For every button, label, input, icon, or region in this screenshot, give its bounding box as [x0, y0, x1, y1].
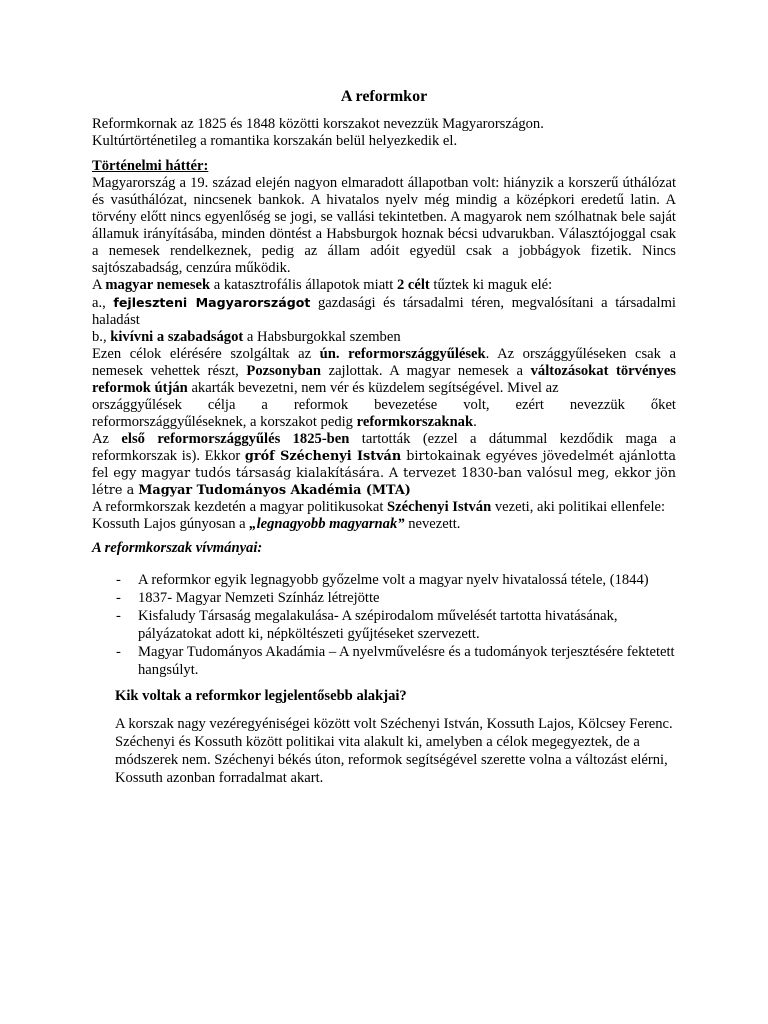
- szechenyi-paragraph: [92, 499, 676, 533]
- list-item: [92, 643, 676, 679]
- goal-b-prefix: b.,: [92, 329, 111, 345]
- dash-marker: -: [116, 608, 121, 624]
- p4-bold-szechenyi: Széchenyi István: [387, 499, 492, 515]
- page-title: A reformkor: [340, 88, 428, 105]
- goals-bold-two-goals: 2 célt: [396, 277, 430, 293]
- figures-question: Kik voltak a reformkor legjelentősebb alakjai?: [115, 688, 407, 704]
- achievements-section: [92, 540, 676, 679]
- p4-bold-italic-quote: „legnagyobb magyarnak”: [249, 516, 405, 532]
- p3-text-1: Az: [92, 431, 122, 447]
- goal-a-prefix: a.,: [92, 295, 114, 311]
- achievements-heading: A reformkorszak vívmányai:: [92, 540, 263, 556]
- p2-bold-reform-diets: ún. reformországgyűlések: [319, 346, 486, 362]
- p3-text-2: tartották (ezzel a dátummal kezdődik maga a reformkorszak is). Ekkor: [92, 431, 677, 464]
- goal-a: [92, 294, 676, 329]
- goal-a-bold: fejleszteni Magyarországot: [113, 295, 311, 310]
- p3-bold-first-diet: első reformországgyűlés 1825-ben: [121, 431, 350, 447]
- list-item: [92, 589, 676, 607]
- p3-text-3: birtokainak egyéves jövedelmét ajánlotta fel egy magyar tudós társaság kialakítására. A tervezet 1830-ban valósul meg, ekkor jön létre a: [92, 449, 676, 498]
- figures-section: [92, 688, 676, 787]
- figures-answer: [115, 715, 676, 787]
- p2-bold-reform-era: reformkorszaknak: [356, 414, 474, 430]
- history-heading: Történelmi háttér:: [92, 158, 209, 174]
- intro-line-1: Reformkornak az 1825 és 1848 közötti korszakot nevezzük Magyarországon.: [92, 116, 544, 132]
- list-item-text: Kisfaludy Társaság megalakulása- A szépirodalom művelését tartotta hivatásának, pályázatokat adott ki, népköltészeti gyűjtéseket szervezett.: [138, 608, 618, 642]
- dash-marker: -: [116, 644, 121, 660]
- goal-a-text: gazdasági és társadalmi téren, megvalósítani a társadalmi haladást: [92, 295, 676, 328]
- p2-text-5: reformországgyűléseknek, a korszakot pedig: [92, 414, 357, 430]
- list-item: [92, 571, 676, 589]
- p2-bold-pozsony: Pozsonyban: [246, 363, 322, 379]
- reform-diets-last-line: [92, 414, 676, 431]
- reform-diets-spread-line: országgyűlések célja a reformok bevezetése volt, ezért nevezzük őket: [92, 397, 676, 413]
- goal-b-text: a Habsburgokkal szemben: [243, 329, 401, 345]
- p2-text-1: Ezen célok elérésére szolgáltak az: [92, 346, 320, 362]
- goals-text-3: tűztek ki maguk elé:: [429, 277, 553, 293]
- dash-marker: -: [116, 572, 121, 588]
- history-section: [92, 158, 676, 533]
- dash-marker: -: [116, 590, 121, 606]
- p4-text-2: vezeti, aki politikai ellenfele: Kossuth Lajos gúnyosan a: [92, 499, 666, 532]
- p2-bold-lawful-reforms: változásokat törvényes reformok útján: [92, 363, 676, 396]
- intro-line-2: Kultúrtörténetileg a romantika korszakán belül helyezkedik el.: [92, 133, 458, 149]
- goals-text-1: A: [92, 277, 106, 293]
- reform-diets-paragraph: [92, 346, 676, 397]
- history-paragraph: Magyarország a 19. század elején nagyon elmaradott állapotban volt: hiányzik a korszerű úthálózat és vasúthálózat, nincsenek bankok. A hivatalos nyelv még mindig a középkori eredetű latin. A törvény előtt nincs egyenlőség se jogi, se vallási tekintetben. A magyarok nem szólhatnak bele saját államuk irányításába, minden döntést a Habsburgok hoznak bécsi udvarukban. Választójoggal csak a nemesek rendelkeznek, pedig az állam adóit egyedül csak a jobbágyok fizetik. Nincs sajtószabadság, cenzúra működik.: [92, 175, 676, 276]
- intro-paragraph: [92, 116, 676, 150]
- p4-text-3: nevezett.: [404, 516, 461, 532]
- list-item: [92, 607, 676, 643]
- achievements-list: [92, 571, 676, 679]
- figures-answer-text: A korszak nagy vezéregyéniségei között volt Széchenyi István, Kossuth Lajos, Kölcsey Ferenc. Széchenyi és Kossuth között politikai vita alakult ki, amelyben a célok megegyeztek, de a módszerek nem. Széchenyi békés úton, reformok segítségével szerette volna a változást elérni, Kossuth azonban forradalmat akart.: [115, 716, 673, 786]
- p2-text-2: . Az országgyűléseken csak a nemesek vehettek részt,: [92, 346, 676, 379]
- p2-text-4: akarták bevezetni, nem vér és küzdelem segítségével. Mivel az: [187, 380, 559, 396]
- list-item-text: Magyar Tudományos Akadámia – A nyelvművelésre és a tudományok terjesztésére fektetett hangsúlyt.: [138, 644, 675, 678]
- p4-text-1: A reformkorszak kezdetén a magyar politikusokat: [92, 499, 388, 515]
- list-item-text: 1837- Magyar Nemzeti Színház létrejötte: [138, 590, 380, 606]
- first-diet-paragraph: [92, 431, 676, 499]
- list-item-text: A reformkor egyik legnagyobb győzelme volt a magyar nyelv hivatalossá tétele, (1844): [138, 572, 649, 588]
- goal-b: [92, 329, 676, 346]
- p3-bold-szechenyi: gróf Széchenyi István: [244, 449, 402, 464]
- goal-b-bold: kivívni a szabadságot: [110, 329, 244, 345]
- p3-bold-mta: Magyar Tudományos Akadémia (MTA): [138, 483, 411, 498]
- goals-bold-nobles: magyar nemesek: [105, 277, 211, 293]
- p2-text-3: zajlottak. A magyar nemesek a: [321, 363, 531, 379]
- goals-line: [92, 277, 676, 294]
- p2-text-6: .: [473, 414, 477, 430]
- goals-text-2: a katasztrofális állapotok miatt: [210, 277, 397, 293]
